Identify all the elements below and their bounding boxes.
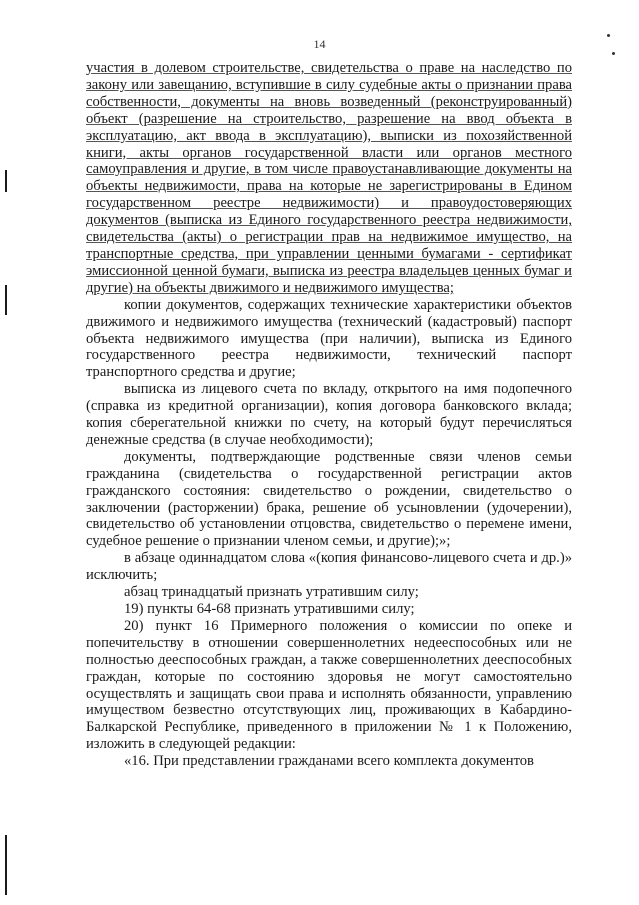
scan-mark <box>5 835 7 895</box>
paragraph: документы, подтверждающие родственные связи членов семьи гражданина (свидетельства о государственной регистрации актов гражданского состояния: свидетельство о рождении, свидетельство о заключении (расторжении) брака, решение об усыновлении (удочерении), свидетельство об установлении отцовства, свидетельство о перемене имени, судебное решение о признании членом семьи, и другие);»; <box>86 448 572 550</box>
paragraph: копии документов, содержащих технические характеристики объектов движимого и недвижимого имущества (технический (кадастровый) паспорт объекта недвижимого имущества (при наличии), выписка из Единого государственного реестра недвижимости, технический паспорт транспортного средства и другие; <box>86 296 572 381</box>
scan-mark <box>5 170 7 192</box>
scan-mark <box>5 285 7 315</box>
scan-dot <box>612 52 615 55</box>
paragraph: 20) пункт 16 Примерного положения о комиссии по опеке и попечительству в отношении совершеннолетних недееспособных или не полностью дееспособных граждан, а также совершеннолетних дееспособных граждан, которые по состоянию здоровья не могут самостоятельно осуществлять и защищать свои права и исполнять обязанности, управлению имуществом безвестно отсутствующих лиц, проживающих в Кабардино-Балкарской Республике, приведенного в приложении № 1 к Положению, изложить в следующей редакции: <box>86 617 572 753</box>
paragraph: абзац тринадцатый признать утратившим силу; <box>124 584 419 601</box>
scan-dot <box>607 34 610 37</box>
paragraph: в абзаце одиннадцатом слова «(копия финансово-лицевого счета и др.)» исключить; <box>86 550 572 584</box>
paragraph: 19) пункты 64-68 признать утратившими силу; <box>124 601 415 617</box>
paragraph: участия в долевом строительстве, свидетельства о праве на наследство по закону или завещанию, вступившие в силу судебные акты о признании права собственности, документы на вновь возведенный (реконструированный) объект (разрешение на строительство, разрешение на ввод объекта в эксплуатацию, акт ввода в эксплуатацию), выписки из похозяйственной книги, акты органов государственной власти или органов местного самоуправления и другие, в том числе правоустанавливающие документы на объекты недвижимости, права на которые не зарегистрированы в Едином государственном реестре недвижимости) и правоудостоверяющих документов (выписка из Единого государственного реестра недвижимости, свидетельства (акты) о регистрации прав на недвижимое имущество, на транспортные средства, при управлении ценными бумагами - сертификат эмиссионной ценной бумаги, выписка из реестра владельцев ценных бумаг и другие) на объекты движимого и недвижимого имущества; <box>86 60 572 296</box>
paragraph: выписка из лицевого счета по вкладу, открытого на имя подопечного (справка из кредитной организации), копия договора банковского вклада; копия сберегательной книжки по счету, на который будут перечисляться денежные средства (в случае необходимости); <box>86 381 572 448</box>
paragraph: «16. При представлении гражданами всего комплекта документов <box>124 753 534 770</box>
page-number: 14 <box>313 37 326 51</box>
document-body <box>86 60 572 770</box>
